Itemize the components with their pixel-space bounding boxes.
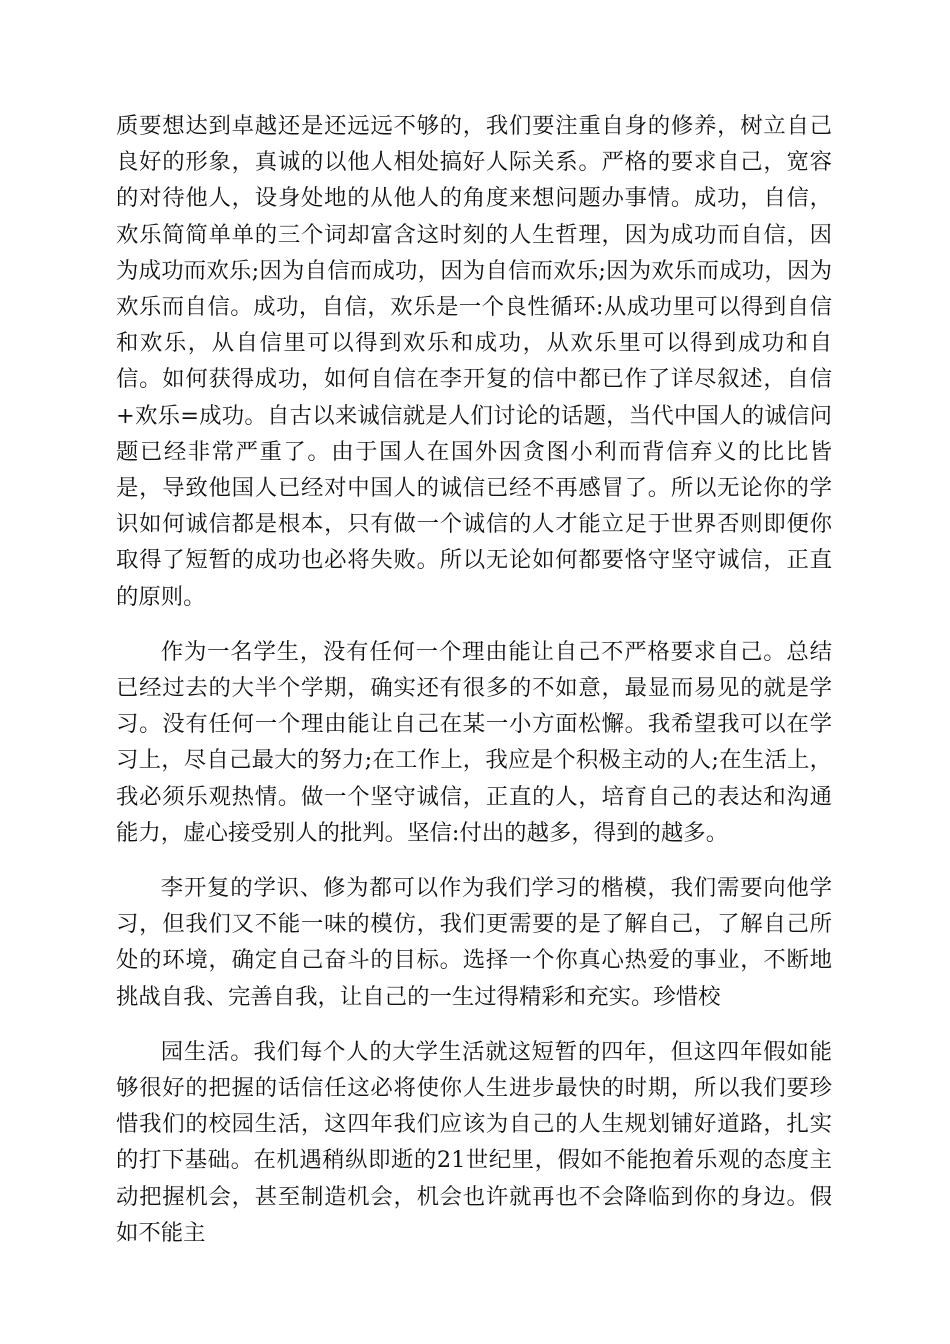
paragraph-role-model: 李开复的学识、修为都可以作为我们学习的楷模，我们需要向他学习，但我们又不能一味的模仿，我们更需要的是了解自己，了解自己所处的环境，确定自己奋斗的目标。选择一个你真心热爱的事业，不断地挑战自我、完善自我，让自己的一生过得精彩和充实。珍惜校 — [116, 875, 832, 1010]
paragraph-student: 作为一名学生，没有任何一个理由能让自己不严格要求自己。总结已经过去的大半个学期，确实还有很多的不如意，最显而易见的就是学习。没有任何一个理由能让自己在某一小方面松懈。我希望我可以在学习上，尽自己最大的努力;在工作上，我应是个积极主动的人;在生活上，我必须乐观热情。做一个坚守诚信，正直的人，培育自己的表达和沟通能力，虚心接受别人的批判。坚信:付出的越多，得到的越多。 — [116, 638, 832, 846]
paragraph-continued: 质要想达到卓越还是还远远不够的，我们要注重自身的修养，树立自己良好的形象，真诚的以他人相处搞好人际关系。严格的要求自己，宽容的对待他人，设身处地的从他人的角度来想问题办事情。成功，自信，欢乐简简单单的三个词却富含这时刻的人生哲理，因为成功而自信，因为成功而欢乐;因为自信而成功，因为自信而欢乐;因为欢乐而成功，因为欢乐而自信。成功，自信，欢乐是一个良性循环:从成功里可以得到自信和欢乐，从自信里可以得到欢乐和成功，从欢乐里可以得到成功和自信。如何获得成功，如何自信在李开复的信中都已作了详尽叙述，自信+欢乐=成功。自古以来诚信就是人们讨论的话题，当代中国人的诚信问题已经非常严重了。由于国人在国外因贪图小利而背信弃义的比比皆是，导致他国人已经对中国人的诚信已经不再感冒了。所以无论你的学识如何诚信都是根本，只有做一个诚信的人才能立足于世界否则即便你取得了短暂的成功也必将失败。所以无论如何都要恪守坚守诚信，正直的原则。 — [116, 113, 832, 610]
paragraph-campus-life: 园生活。我们每个人的大学生活就这短暂的四年，但这四年假如能够很好的把握的话信任这必将使你人生进步最快的时期，所以我们要珍惜我们的校园生活，这四年我们应该为自己的人生规划铺好道路，扎实的打下基础。在机遇稍纵即逝的21世纪里，假如不能抱着乐观的态度主动把握机会，甚至制造机会，机会也许就再也不会降临到你的身边。假如不能主 — [116, 1038, 832, 1246]
document-page — [116, 108, 832, 1251]
